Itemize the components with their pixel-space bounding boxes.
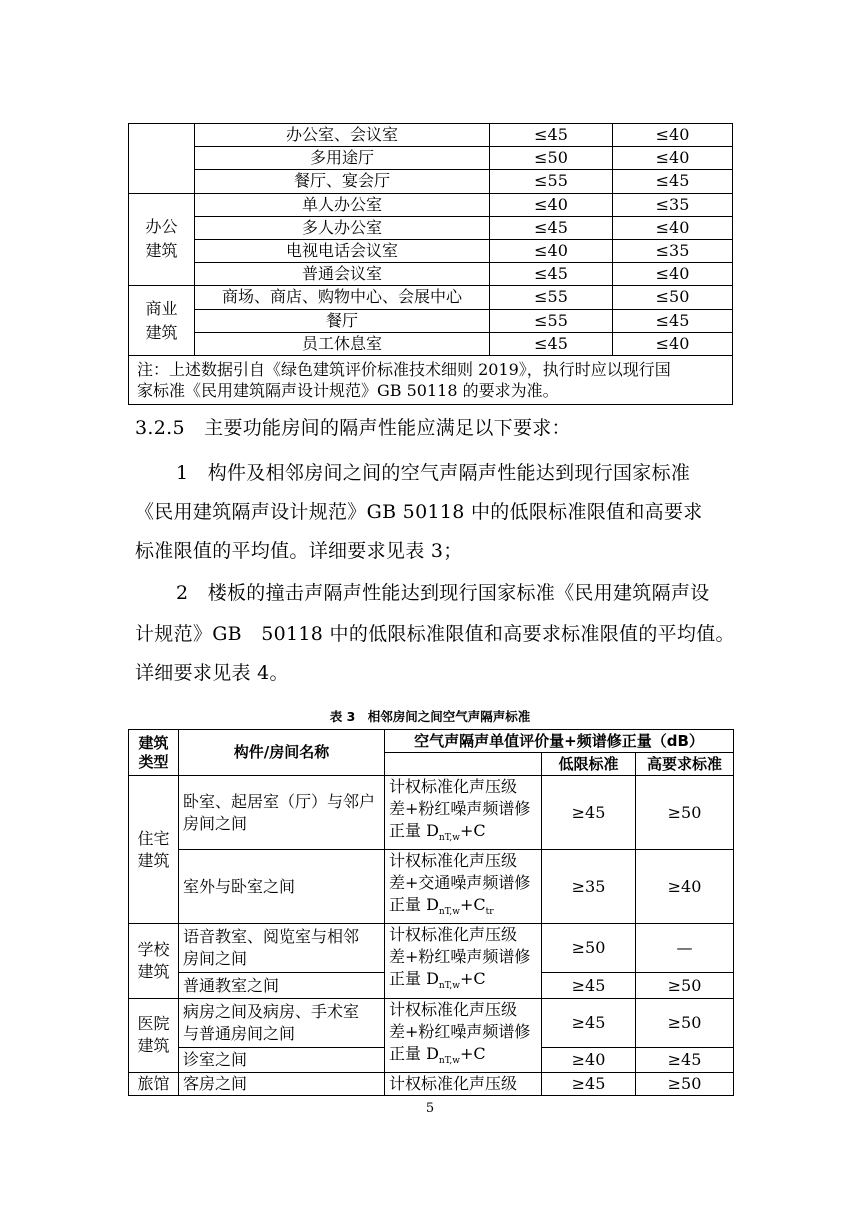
type-residential (129, 776, 179, 924)
table-row (129, 147, 733, 170)
table-row (129, 216, 733, 239)
subscript: tr (485, 907, 494, 918)
type-hotel: 旅馆 (129, 1072, 179, 1095)
page-number: 5 (425, 1101, 435, 1116)
subscript: nT,w (438, 907, 460, 918)
low-limit: ≥45 (542, 998, 636, 1047)
text-line: 语音教室、阅览室与相邻 (183, 927, 360, 947)
paragraph-line: 详细要求见表 4。 (135, 662, 289, 684)
table-note (129, 355, 733, 404)
type-label: 建筑 (137, 961, 170, 981)
note-line: 家标准《民用建筑隔声设计规范》GB 50118 的要求为准。 (137, 380, 559, 400)
high-limit: ≤45 (613, 309, 733, 332)
text-line: 房间之间 (183, 813, 248, 833)
low-limit: ≤45 (490, 216, 613, 239)
subscript: nT,w (438, 1055, 460, 1066)
room-name: 普通会议室 (195, 263, 490, 286)
high-limit: ≥50 (636, 776, 734, 850)
table-row (129, 850, 734, 924)
header-high: 高要求标准 (636, 753, 734, 776)
table-row (129, 776, 734, 850)
high-limit: — (636, 924, 734, 973)
text-line (389, 894, 541, 923)
room-name: 室外与卧室之间 (179, 850, 385, 924)
room-name: 员工休息室 (195, 332, 490, 355)
header-low: 低限标准 (542, 753, 636, 776)
low-limit: ≤55 (490, 286, 613, 309)
subscript: nT,w (438, 833, 460, 844)
table-row (129, 170, 733, 193)
low-limit: ≤45 (490, 124, 613, 147)
paragraph-line: 2 楼板的撞击声隔声性能达到现行国家标准《民用建筑隔声设 (176, 582, 710, 604)
type-label: 医院 (137, 1014, 170, 1034)
low-limit: ≥45 (542, 776, 636, 850)
room-name: 多人办公室 (195, 216, 490, 239)
high-limit: ≤35 (613, 193, 733, 216)
header-text: 建筑 (138, 733, 169, 752)
subscript: nT,w (438, 981, 460, 992)
room-name: 单人办公室 (195, 193, 490, 216)
text-part: +C (459, 821, 486, 840)
paragraph-line: 《民用建筑隔声设计规范》GB 50118 中的低限标准限值和高要求 (135, 501, 703, 523)
high-limit: ≥40 (636, 850, 734, 924)
text-line: 差+粉红噪声频谱修 (389, 947, 531, 967)
table-row (129, 924, 734, 973)
table-row (129, 332, 733, 355)
text-line: 房间之间 (183, 949, 248, 969)
type-label: 住宅 (137, 828, 170, 848)
low-limit: ≥35 (542, 850, 636, 924)
high-limit: ≤50 (613, 286, 733, 309)
high-limit: ≤40 (613, 124, 733, 147)
type-label: 建筑 (137, 1036, 170, 1056)
low-limit: ≥50 (542, 924, 636, 973)
category-label: 建筑 (145, 322, 178, 342)
low-limit: ≤55 (490, 309, 613, 332)
text-line: 差+粉红噪声频谱修 (389, 1021, 531, 1041)
table-row (129, 239, 733, 262)
text-part: +C (459, 895, 486, 915)
room-name: 普通教室之间 (179, 973, 385, 998)
room-name: 商场、商店、购物中心、会展中心 (195, 286, 490, 309)
room-name: 办公室、会议室 (195, 124, 490, 147)
text-part: 正量 D (389, 895, 439, 915)
text-line (389, 1043, 541, 1072)
text-part: +C (459, 1043, 486, 1063)
text-line: 卧室、起居室（厅）与邻户 (183, 791, 376, 811)
text-line (389, 968, 541, 997)
type-label: 建筑 (137, 850, 170, 870)
text-line: 计权标准化声压级 (389, 925, 518, 945)
high-limit: ≤40 (613, 263, 733, 286)
text-line: 计权标准化声压级 (389, 999, 518, 1019)
metric-cell (385, 924, 542, 998)
header-metric-empty (385, 753, 542, 776)
text-line: 计权标准化声压级 (389, 851, 518, 871)
metric-cell: 计权标准化声压级 (385, 1072, 542, 1095)
text-line (389, 820, 541, 849)
room-name (179, 998, 385, 1047)
low-limit: ≤55 (490, 170, 613, 193)
high-limit: ≥50 (636, 973, 734, 998)
text-line: 与普通房间之间 (183, 1023, 296, 1043)
paragraph-line: 1 构件及相邻房间之间的空气声隔声性能达到现行国家标准 (176, 462, 691, 484)
header-text: 类型 (138, 752, 169, 771)
high-limit: ≤40 (613, 147, 733, 170)
metric-cell (385, 850, 542, 924)
note-line: 注：上述数据引自《绿色建筑评价标准技术细则 2019》，执行时应以现行国 (137, 359, 671, 379)
low-limit: ≤40 (490, 193, 613, 216)
room-name: 客房之间 (179, 1072, 385, 1095)
high-limit: ≥45 (636, 1047, 734, 1072)
low-limit: ≤45 (490, 263, 613, 286)
text-part: +C (459, 969, 486, 989)
header-row (129, 730, 734, 753)
room-name: 餐厅、宴会厅 (195, 170, 490, 193)
high-limit: ≤35 (613, 239, 733, 262)
room-name: 多用途厅 (195, 147, 490, 170)
section-heading: 3.2.5 主要功能房间的隔声性能应满足以下要求： (135, 417, 571, 439)
table-row (129, 1072, 734, 1095)
room-name (179, 924, 385, 973)
category-label: 办公 (145, 217, 178, 237)
table-caption: 表 3 相邻房间之间空气声隔声标准 (329, 709, 531, 724)
low-limit: ≤40 (490, 239, 613, 262)
high-limit: ≤45 (613, 170, 733, 193)
category-label: 建筑 (145, 241, 178, 261)
low-limit: ≤50 (490, 147, 613, 170)
low-limit: ≥40 (542, 1047, 636, 1072)
low-limit: ≤45 (490, 332, 613, 355)
table-row (129, 286, 733, 309)
table-row (129, 124, 733, 147)
header-component: 构件/房间名称 (179, 730, 385, 776)
type-school (129, 924, 179, 998)
category-cell-continued (129, 124, 195, 194)
text-part: 正量 D (389, 821, 439, 840)
room-noise-table (128, 123, 733, 405)
high-limit: ≥50 (636, 1072, 734, 1095)
text-line: 差+粉红噪声频谱修 (389, 799, 531, 818)
category-commerce (129, 286, 195, 356)
room-name (179, 776, 385, 850)
high-limit: ≤40 (613, 216, 733, 239)
category-office (129, 193, 195, 286)
paragraph-line: 计规范》GB 50118 中的低限标准限值和高要求标准限值的平均值。 (135, 623, 735, 645)
table-note-row (129, 355, 733, 404)
low-limit: ≥45 (542, 1072, 636, 1095)
table-row (129, 263, 733, 286)
table-row (129, 193, 733, 216)
text-line: 计权标准化声压级 (389, 777, 518, 796)
high-limit: ≥50 (636, 998, 734, 1047)
header-building-type (129, 730, 179, 776)
type-label: 学校 (137, 939, 170, 959)
header-group: 空气声隔声单值评价量+频谱修正量（dB） (385, 730, 734, 753)
room-name: 餐厅 (195, 309, 490, 332)
text-part: 正量 D (389, 1043, 439, 1063)
high-limit: ≤40 (613, 332, 733, 355)
metric-cell (385, 776, 542, 850)
table-row (129, 998, 734, 1047)
low-limit: ≥45 (542, 973, 636, 998)
room-name: 电视电话会议室 (195, 239, 490, 262)
text-line: 病房之间及病房、手术室 (183, 1001, 360, 1021)
airborne-sound-insulation-table (128, 729, 734, 1096)
paragraph-line: 标准限值的平均值。详细要求见表 3； (135, 540, 463, 562)
type-hospital (129, 998, 179, 1072)
category-label: 商业 (145, 298, 178, 318)
room-name: 诊室之间 (179, 1047, 385, 1072)
table-row (129, 309, 733, 332)
text-line: 差+交通噪声频谱修 (389, 873, 531, 893)
text-part: 正量 D (389, 969, 439, 989)
metric-cell (385, 998, 542, 1072)
